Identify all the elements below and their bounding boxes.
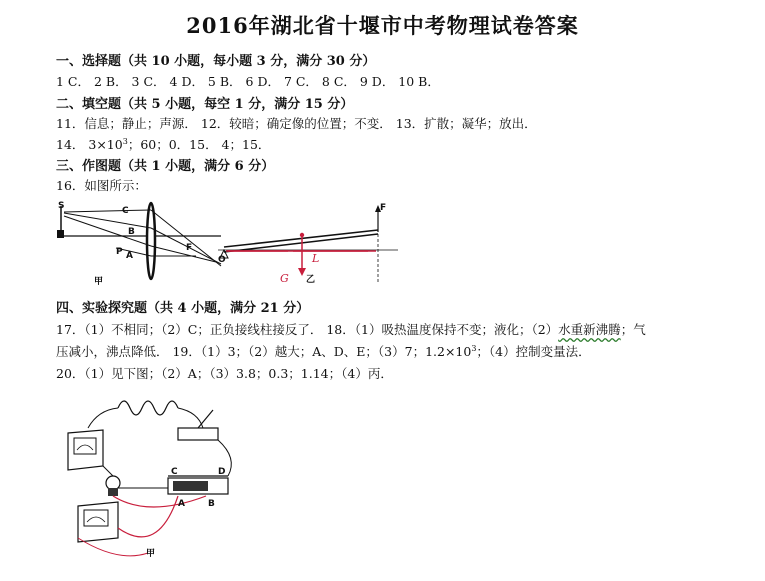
label-circuit-jia: 甲 — [146, 549, 156, 559]
label-circuit-C: C — [171, 467, 178, 477]
label-A: A — [126, 251, 133, 261]
label-S: S — [58, 201, 65, 211]
wavy-underlined-text: 水重新沸腾 — [558, 322, 621, 337]
page-title: 2016年湖北省十堰市中考物理试卷答案 — [186, 13, 579, 38]
section-1-heading: 一、选择题（共 10 小题，每小题 3 分，满分 30 分） — [56, 54, 376, 69]
label-F: F — [186, 243, 193, 253]
q14-prefix: 14． 3×10 — [56, 137, 123, 152]
section-3-line: 16．如图所示： — [56, 178, 147, 193]
q14-suffix: ；60；0．15． 4；15． — [127, 137, 271, 152]
section-1-answers: 1 C． 2 B． 3 C． 4 D． 5 B． 6 D． 7 C． 8 C． 9 D． 10 B． — [56, 74, 440, 89]
q14-exponent: 3 — [122, 136, 128, 146]
section-3-heading: 三、作图题（共 1 小题，满分 6 分） — [56, 159, 275, 174]
label-circuit-A: A — [178, 499, 185, 509]
section-4-line-2 — [56, 342, 591, 360]
circuit-diagram — [58, 388, 248, 566]
section-4-line-1 — [56, 320, 646, 338]
label-B: B — [128, 227, 135, 237]
label-yi: 乙 — [306, 275, 316, 285]
q17-q18-text: 17．（1）不相同；（2）C；正负接线柱接反了． 18．（1）吸热温度保持不变；液化；（2） — [56, 322, 559, 337]
section-2-line-1: 11．信息；静止；声源． 12．较暗；确定像的位置；不变． 13．扩散；凝华；放出． — [56, 116, 537, 131]
label-F-lever: F — [380, 203, 387, 213]
section-4-line-3: 20．（1）见下图；（2）A；（3）3.8；0.3；1.14；（4）丙． — [56, 366, 393, 381]
label-L: L — [312, 252, 320, 265]
label-circuit-D: D — [218, 467, 226, 477]
label-G: G — [280, 272, 289, 285]
q18-suffix: ；气 — [620, 322, 646, 337]
label-jia: 甲 — [94, 277, 104, 287]
section-2-line-2 — [56, 135, 270, 153]
label-circuit-B: B — [208, 499, 215, 509]
section-2-heading: 二、填空题（共 5 小题，每空 1 分，满分 15 分） — [56, 97, 354, 112]
q19-text: 压减小，沸点降低． 19．（1）3；（2）越大；A、D、E；（3）7；1.2×10 — [56, 344, 472, 359]
label-C: C — [122, 206, 129, 216]
label-P: P — [116, 247, 123, 257]
q19-suffix: ；（4）控制变量法． — [476, 344, 591, 359]
label-O: O — [218, 255, 226, 265]
q19-exponent: 3 — [471, 343, 477, 353]
lever-diagram — [218, 202, 398, 287]
lens-ray-diagram — [56, 196, 231, 291]
section-4-heading: 四、实验探究题（共 4 小题，满分 21 分） — [56, 301, 310, 316]
